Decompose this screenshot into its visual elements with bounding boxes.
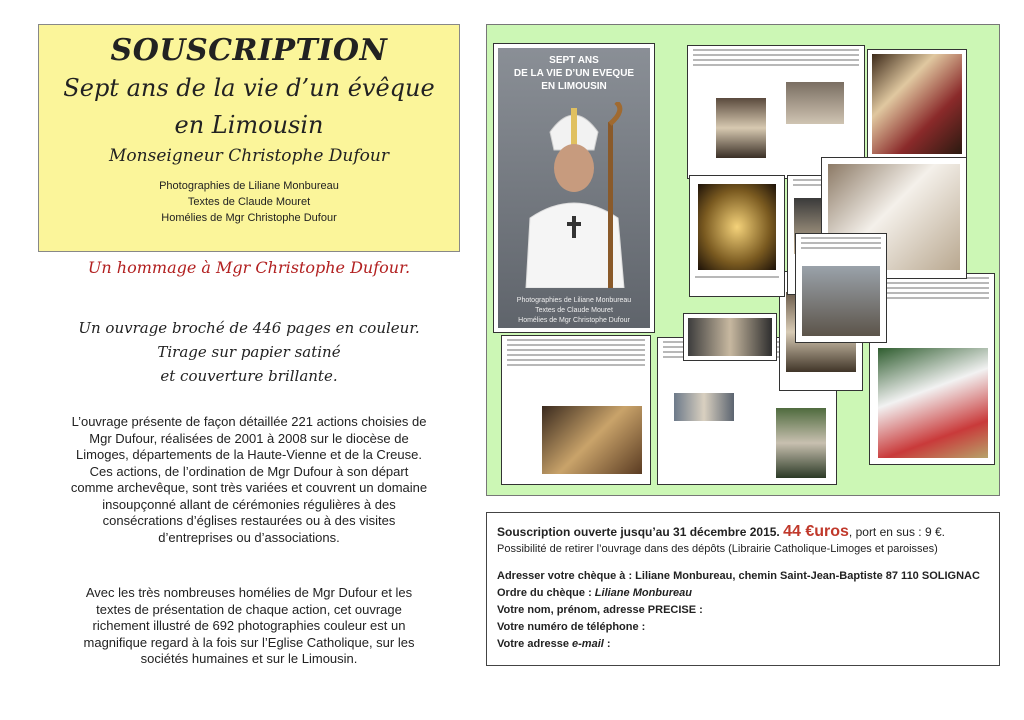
credits bbox=[39, 178, 459, 226]
page-thumbnail bbox=[689, 175, 785, 297]
author-name: Monseigneur Christophe Dufour bbox=[109, 146, 389, 166]
page-thumbnail bbox=[867, 49, 967, 159]
photo-statue bbox=[698, 184, 776, 270]
main-title: SOUSCRIPTION bbox=[110, 33, 388, 68]
photo-assembly bbox=[688, 318, 772, 356]
desc2-line: richement illustré de 692 photographies couleur est un bbox=[92, 618, 406, 633]
desc1-line: d’entreprises ou d’associations. bbox=[158, 529, 340, 545]
description-paragraph-1 bbox=[38, 414, 460, 546]
credit-homelies: Homélies de Mgr Christophe Dufour bbox=[161, 212, 337, 224]
desc2-line: magnifique regard à la fois sur l’Eglise Catholique, sur les bbox=[83, 634, 415, 650]
desc1-line: comme archevêque, sont très variées et couvrent un domaine bbox=[70, 480, 428, 495]
ouvrage-line1: Un ouvrage broché de 446 pages en couleur. bbox=[78, 319, 420, 337]
ordre-line bbox=[497, 585, 999, 602]
cover-title-line: EN LIMOUSIN bbox=[541, 81, 607, 92]
desc1-line: L’ouvrage présente de façon détaillée 221 actions choisies de bbox=[71, 414, 427, 429]
description-paragraph-2 bbox=[38, 585, 460, 668]
desc2-line: Avec les très nombreuses homélies de Mgr Dufour et les bbox=[85, 585, 413, 600]
ordre-value: Liliane Monbureau bbox=[594, 587, 692, 599]
page-thumbnail bbox=[869, 273, 995, 465]
ouvrage-line2: Tirage sur papier satiné bbox=[157, 343, 341, 361]
photo-outdoor bbox=[776, 408, 826, 478]
cover-credit-line: Textes de Claude Mouret bbox=[535, 307, 613, 314]
subtitle-line2: en Limousin bbox=[174, 111, 324, 139]
book-cover bbox=[493, 43, 655, 333]
photo-candles bbox=[542, 406, 642, 474]
cover-title-line: DE LA VIE D’UN EVEQUE bbox=[513, 68, 635, 79]
desc1-line: Mgr Dufour, réalisées de 2001 à 2008 sur le diocèse de bbox=[89, 430, 409, 446]
ouvrage-line3: et couverture brillante. bbox=[160, 367, 338, 385]
page-thumbnail bbox=[683, 313, 777, 361]
cover-credits bbox=[498, 296, 650, 326]
email-word: e-mail bbox=[572, 638, 604, 650]
book-preview-collage bbox=[486, 24, 1000, 496]
ordre-label: Ordre du chèque : bbox=[497, 587, 595, 599]
tel-field-label: Votre numéro de téléphone : bbox=[497, 621, 646, 633]
retrait-line: Possibilité de retirer l’ouvrage dans des dépôts (Librairie Catholique-Limoges et paroisses) bbox=[497, 543, 938, 555]
desc1-line: insoupçonné allant de cérémonies régulières à des bbox=[102, 496, 396, 512]
cover-image bbox=[498, 48, 650, 328]
page-thumbnail bbox=[501, 335, 651, 485]
photo-ceremony bbox=[878, 348, 988, 458]
subscription-line bbox=[497, 523, 999, 541]
photo-meeting bbox=[716, 98, 766, 158]
email-line bbox=[497, 636, 999, 653]
hommage-line: Un hommage à Mgr Christophe Dufour. bbox=[87, 258, 411, 277]
subscription-deadline: Souscription ouverte jusqu’au 31 décembre 2015. bbox=[497, 525, 780, 539]
photo-church-interior bbox=[872, 54, 962, 154]
cover-credit-line: Photographies de Liliane Monbureau bbox=[516, 297, 632, 304]
desc2-line: sociétés humaines et sur le Limousin. bbox=[140, 651, 358, 666]
ouvrage-block bbox=[38, 316, 460, 388]
credit-photos: Photographies de Liliane Monbureau bbox=[159, 180, 339, 192]
cover-credit-line: Homélies de Mgr Christophe Dufour bbox=[518, 317, 630, 324]
photo-visit bbox=[786, 82, 844, 124]
cover-title-line: SEPT ANS bbox=[549, 55, 599, 66]
subscription-info bbox=[486, 512, 1000, 666]
cover-title bbox=[498, 54, 650, 93]
title-box bbox=[38, 24, 460, 252]
nom-field-label: Votre nom, prénom, adresse PRECISE : bbox=[497, 604, 703, 616]
bishop-portrait bbox=[516, 102, 632, 288]
adresse-line: Adresser votre chèque à : Liliane Monbureau, chemin Saint-Jean-Baptiste 87 110 SOLIGNAC bbox=[497, 570, 980, 582]
subtitle-line1: Sept ans de la vie d’un évêque bbox=[63, 74, 435, 102]
photo-group bbox=[674, 393, 734, 421]
photo-building bbox=[802, 266, 880, 336]
desc1-line: consécrations d’églises restaurées ou à des visites bbox=[102, 513, 396, 528]
price: 44 €uros bbox=[783, 523, 849, 540]
page-thumbnail bbox=[795, 233, 887, 343]
credit-texts: Textes de Claude Mouret bbox=[187, 196, 311, 208]
desc1-line: Limoges, départements de la Haute-Vienne et de la Creuse. bbox=[76, 447, 422, 462]
email-suffix: : bbox=[603, 638, 611, 650]
shipping-cost: , port en sus : 9 €. bbox=[848, 525, 945, 539]
email-label: Votre adresse bbox=[497, 638, 573, 650]
desc1-line: Ces actions, de l’ordination de Mgr Dufour à son départ bbox=[89, 463, 409, 479]
desc2-line: textes de présentation de chaque action, cet ouvrage bbox=[96, 601, 402, 617]
